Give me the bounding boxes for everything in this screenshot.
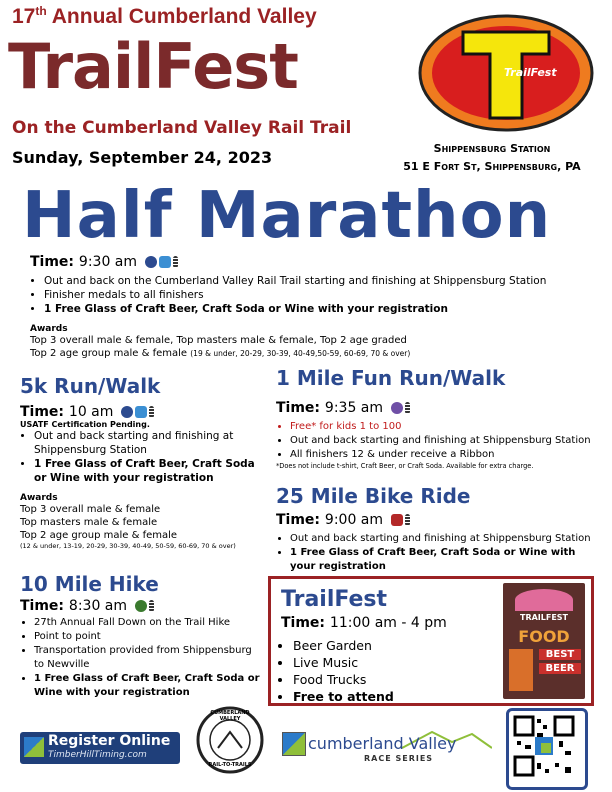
- half-marathon-time: [30, 254, 590, 270]
- time-value: 9:30 am: [78, 254, 138, 270]
- poster-best: BEST: [539, 649, 581, 660]
- list-item: • 1 Free Glass of Craft Beer, Craft Soda or Wine with your registration: [44, 302, 590, 316]
- fun-icon: [391, 402, 403, 414]
- poster-beer: BEER: [539, 663, 581, 674]
- location-name: Shippensburg Station: [433, 142, 551, 155]
- bike-section: [276, 484, 596, 574]
- series-logo-icon: [282, 732, 306, 756]
- trailfest-poster: [503, 583, 585, 699]
- runner-icon: [121, 406, 133, 418]
- awards-heading: Awards: [30, 324, 68, 334]
- event-date: Sunday, September 24, 2023: [12, 148, 273, 167]
- register-online-button[interactable]: [20, 732, 180, 764]
- time-label: Time:: [20, 598, 65, 614]
- time-label: Time:: [276, 400, 321, 416]
- race-series-logo: [282, 728, 492, 772]
- runner-icon: [145, 256, 157, 268]
- event-subtitle: On the Cumberland Valley Rail Trail: [12, 118, 352, 138]
- fivek-title: 5k Run/Walk: [20, 374, 161, 398]
- time-value: 9:00 am: [324, 512, 384, 528]
- trailfest-box-bullets: [281, 637, 394, 705]
- chip-timing-icon: [135, 406, 147, 418]
- half-marathon-section: [30, 254, 590, 360]
- barcode-icon: [405, 514, 410, 526]
- list-item: • Out and back starting and finishing at Shippensburg Station: [290, 532, 596, 546]
- barcode-icon: [173, 256, 178, 268]
- list-item: • Out and back starting and finishing at Shippensburg Station: [34, 429, 270, 457]
- register-label: Register Online: [48, 733, 171, 749]
- poster-top: TRAILFEST: [519, 613, 569, 622]
- trailfest-box-time: [281, 615, 447, 631]
- chip-timing-icon: [159, 256, 171, 268]
- time-value: 11:00 am - 4 pm: [329, 615, 447, 631]
- hike-title: 10 Mile Hike: [20, 572, 159, 596]
- list-item: • Finisher medals to all finishers: [44, 288, 590, 302]
- event-icons: [145, 256, 178, 268]
- awards-line: Top 2 age group male & female: [20, 530, 178, 541]
- register-site: TimberHillTiming.com: [48, 750, 147, 760]
- poster-balloon: [515, 589, 573, 611]
- list-item: • Point to point: [34, 630, 260, 644]
- poster-food: FOOD: [518, 627, 570, 646]
- awards-heading: Awards: [20, 493, 58, 503]
- list-item: • Food Trucks: [293, 671, 394, 688]
- one-mile-note: *Does not include t-shirt, Craft Beer, or Craft Soda. Available for extra charge.: [276, 462, 534, 470]
- half-marathon-bullets: [30, 274, 590, 316]
- list-item: • 27th Annual Fall Down on the Trail Hike: [34, 616, 260, 630]
- hike-bullets: [20, 616, 260, 700]
- annual-heading: 17th Annual Cumberland Valley: [12, 4, 317, 28]
- list-item: • Transportation provided from Shippensburg to Newville: [34, 644, 260, 672]
- one-mile-bullets: [276, 420, 596, 462]
- awards-line: Top 2 age group male & female (19 & under, 20-29, 30-39, 40-49,50-59, 60-69, 70 & over): [30, 348, 411, 359]
- trailfest-box: [268, 576, 594, 706]
- half-marathon-title: Half Marathon: [22, 179, 552, 253]
- list-item: • Free* for kids 1 to 100: [290, 420, 596, 434]
- trailfest-logo: [418, 14, 594, 132]
- hiker-icon: [135, 600, 147, 612]
- list-item: • Out and back on the Cumberland Valley Rail Trail starting and finishing at Shippensburg Station: [44, 274, 590, 288]
- location-address: 51 E Fort St, Shippensburg, PA: [403, 160, 581, 173]
- fivek-section: [20, 374, 270, 550]
- awards-line: Top 3 overall male & female, Top masters male & female, Top 2 age graded: [30, 335, 407, 346]
- rail-trail-badge: [196, 706, 264, 774]
- event-icons: [391, 402, 410, 414]
- list-item: • Live Music: [293, 654, 394, 671]
- bike-bullets: [276, 532, 596, 574]
- one-mile-time: [276, 400, 596, 416]
- time-value: 10 am: [68, 404, 114, 420]
- list-item: • 1 Free Glass of Craft Beer, Craft Soda or Wine with your registration: [290, 546, 596, 574]
- list-item: • Beer Garden: [293, 637, 394, 654]
- time-label: Time:: [281, 615, 326, 631]
- awards-age-groups: (12 & under, 13-19, 20-29, 30-39, 40-49, 50-59, 60-69, 70 & over): [20, 542, 236, 550]
- bike-title: 25 Mile Bike Ride: [276, 484, 471, 508]
- time-value: 9:35 am: [324, 400, 384, 416]
- bike-icon: [391, 514, 403, 526]
- bike-time: [276, 512, 596, 528]
- hike-time: [20, 598, 260, 614]
- awards-line: Top masters male & female: [20, 517, 158, 528]
- event-icons: [391, 514, 410, 526]
- one-mile-title: 1 Mile Fun Run/Walk: [276, 366, 506, 390]
- qr-code[interactable]: [506, 708, 588, 790]
- fivek-bullets: [20, 429, 270, 485]
- time-label: Time:: [30, 254, 75, 270]
- barcode-icon: [149, 406, 154, 418]
- event-icons: [135, 600, 154, 612]
- time-value: 8:30 am: [68, 598, 128, 614]
- event-icons: [121, 406, 154, 418]
- event-title: TrailFest: [8, 30, 298, 103]
- barcode-icon: [405, 402, 410, 414]
- list-item: • 1 Free Glass of Craft Beer, Craft Soda or Wine with your registration: [34, 672, 260, 700]
- poster-music-band: [509, 649, 533, 691]
- list-item: • All finishers 12 & under receive a Ribbon: [290, 448, 596, 462]
- one-mile-section: [276, 366, 596, 470]
- list-item: • Free to attend: [293, 688, 394, 705]
- register-logo-icon: [24, 737, 44, 757]
- fivek-time: [20, 404, 270, 420]
- badge-top-text: CUMBERLAND VALLEY: [210, 710, 250, 722]
- series-name: cumberland Valley: [308, 734, 457, 753]
- time-label: Time:: [20, 404, 65, 420]
- list-item: • 1 Free Glass of Craft Beer, Craft Soda or Wine with your registration: [34, 457, 270, 485]
- trailfest-box-title: TrailFest: [281, 587, 388, 612]
- location-block: [392, 140, 592, 176]
- awards-line: Top 3 overall male & female: [20, 504, 161, 515]
- time-label: Time:: [276, 512, 321, 528]
- list-item: • Out and back starting and finishing at Shippensburg Station: [290, 434, 596, 448]
- series-sub: RACE SERIES: [364, 754, 434, 763]
- badge-bottom-text: RAIL-TO-TRAILS: [208, 762, 252, 768]
- barcode-icon: [149, 600, 154, 612]
- logo-text: TrailFest: [504, 66, 557, 79]
- usatf-note: USATF Certification Pending.: [20, 420, 150, 429]
- hike-section: [20, 572, 260, 700]
